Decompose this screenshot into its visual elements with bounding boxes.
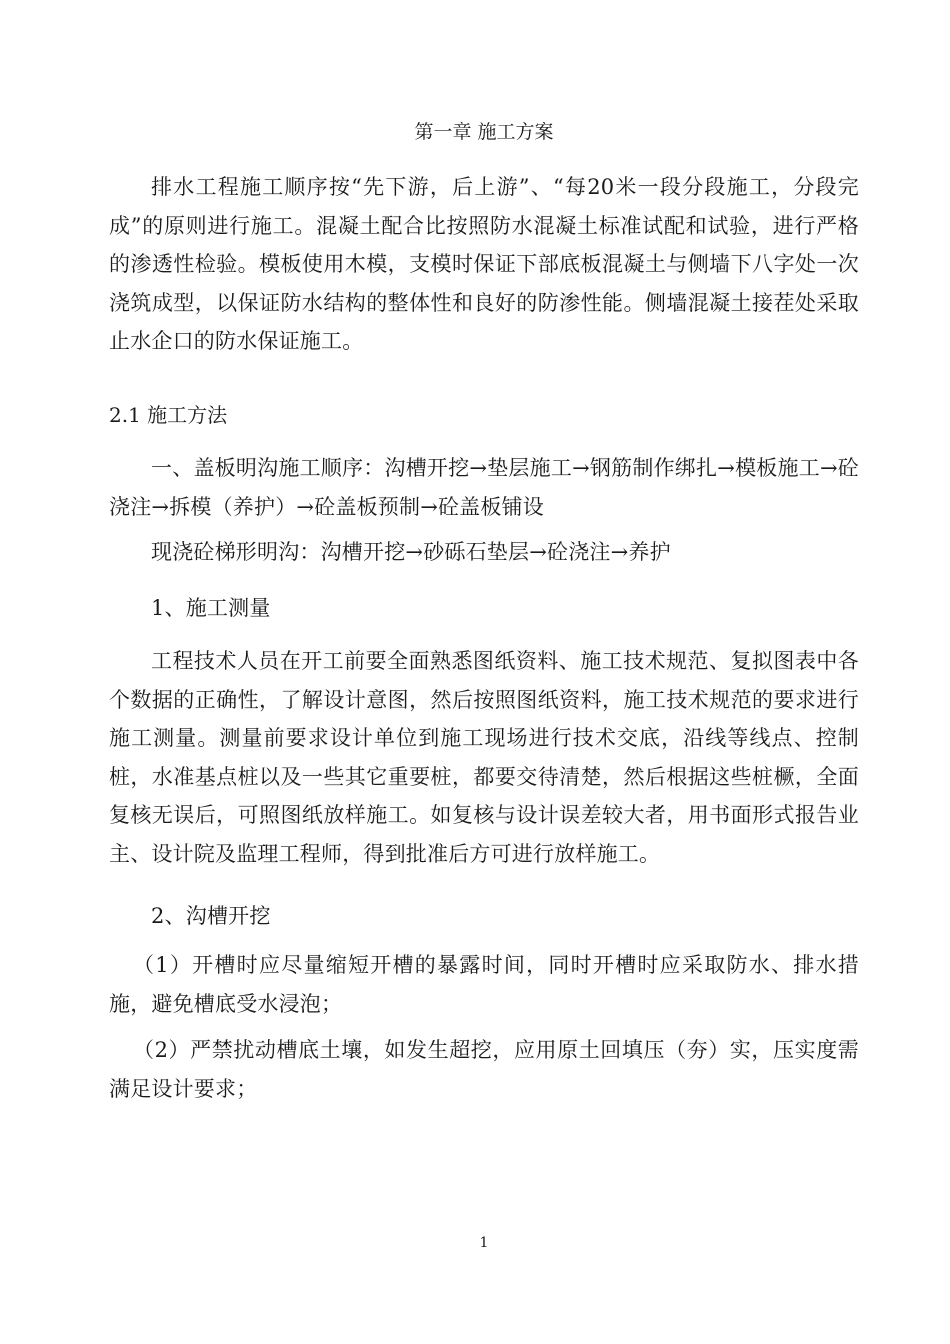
- intro-paragraph: 排水工程施工顺序按“先下游，后上游”、“每20米一段分段施工，分段完成”的原则进行施工。混凝土配合比按照防水混凝土标准试配和试验，进行严格的渗透性检验。模板使用木模，支模时保证下部底板混凝土与侧墙下八字处一次浇筑成型，以保证防水结构的整体性和良好的防渗性能。侧墙混凝土接茬处采取止水企口的防水保证施工。: [109, 175, 859, 353]
- item1-heading: 1、施工测量: [151, 596, 271, 620]
- chapter-title: 第一章 施工方案: [414, 121, 554, 143]
- item2-point-1: （1）开槽时应尽量缩短开槽的暴露时间，同时开槽时应采取防水、排水措施，避免槽底受水浸泡；: [109, 953, 859, 1016]
- item1-paragraph: 工程技术人员在开工前要全面熟悉图纸资料、施工技术规范、复拟图表中各个数据的正确性，了解设计意图，然后按照图纸资料，施工技术规范的要求进行施工测量。测量前要求设计单位到施工现场进行技术交底，沿线等线点、控制桩，水准基点桩以及一些其它重要桩，都要交待清楚，然后根据这些桩橛，全面复核无误后，可照图纸放样施工。如复核与设计误差较大者，用书面形式报告业主、设计院及监理工程师，得到批准后方可进行放样施工。: [109, 649, 859, 866]
- document-page: [109, 0, 859, 1344]
- item2-point-2: （2）严禁扰动槽底土壤，如发生超挖，应用原土回填压（夯）实，压实度需满足设计要求；: [109, 1038, 859, 1101]
- page-number: 1: [479, 1235, 489, 1251]
- sequence-covered-ditch: 一、盖板明沟施工顺序：沟槽开挖→垫层施工→钢筋制作绑扎→模板施工→砼浇注→拆模（养护）→砼盖板预制→砼盖板铺设: [109, 456, 859, 519]
- item2-heading: 2、沟槽开挖: [151, 904, 271, 928]
- section-heading: 2.1 施工方法: [109, 403, 228, 427]
- sequence-trapezoid-ditch: 现浇砼梯形明沟：沟槽开挖→砂砾石垫层→砼浇注→养护: [151, 540, 671, 564]
